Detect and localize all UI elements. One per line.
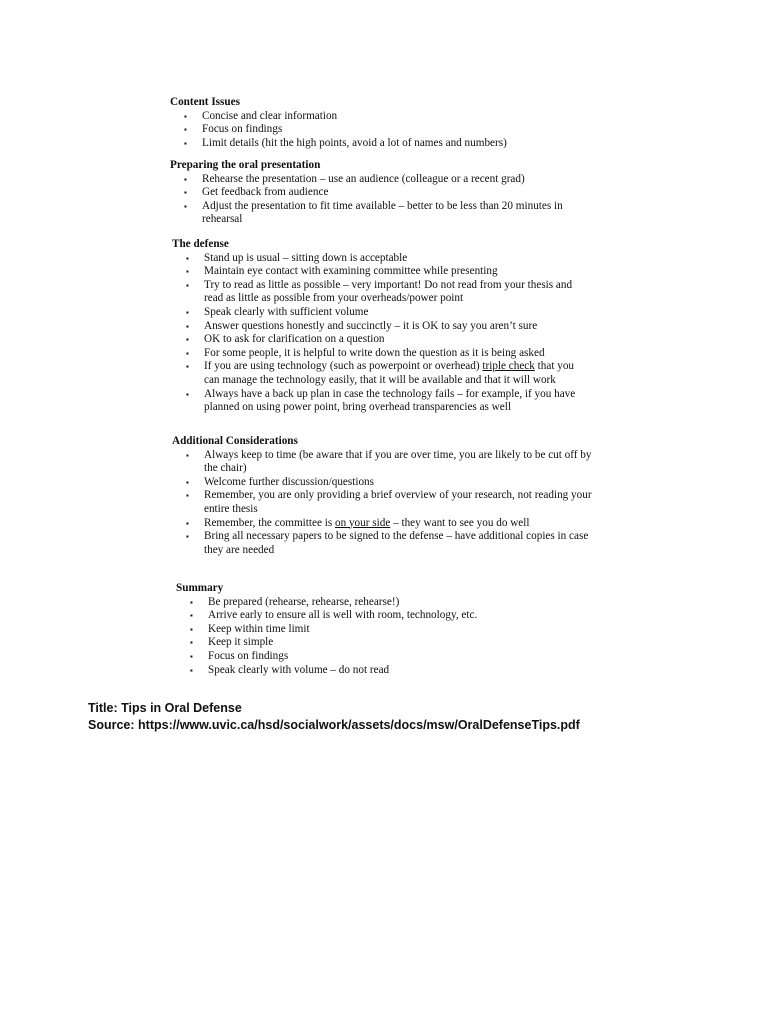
list-item-text: Keep it simple <box>208 636 274 649</box>
section-heading: Summary <box>176 582 224 594</box>
list-item <box>170 110 590 124</box>
bullet-square-icon: ▪ <box>186 477 189 487</box>
bullet-square-icon: ▪ <box>190 611 193 621</box>
bullet-square-icon: ▪ <box>190 651 193 661</box>
list-item <box>172 333 592 347</box>
list-item-text: Focus on findings <box>208 649 289 662</box>
caption-title-value: Tips in Oral Defense <box>121 701 242 715</box>
list-item <box>170 123 590 137</box>
list-item-text: Remember, you are only providing a brief overview of your research, not reading your entire thesis <box>204 489 592 515</box>
list-item-text: Welcome further discussion/questions <box>204 475 374 488</box>
list-item <box>172 517 592 531</box>
list-item <box>172 252 592 266</box>
list-item-text: Speak clearly with volume – do not read <box>208 663 390 676</box>
list-item-text: Maintain eye contact with examining committee while presenting <box>204 265 498 278</box>
caption-source-url: https://www.uvic.ca/hsd/socialwork/assets/docs/msw/OralDefenseTips.pdf <box>138 718 580 732</box>
list-item-text: Stand up is usual – sitting down is acceptable <box>204 251 408 264</box>
list-item-text: Always have a back up plan in case the technology fails – for example, if you have planned on using power point, bring overhead transparencies as well <box>204 387 576 414</box>
caption-source-label: Source: <box>88 718 135 732</box>
bullet-square-icon: ▪ <box>186 389 189 399</box>
bullet-list <box>172 252 592 415</box>
caption-source <box>88 717 580 733</box>
list-item <box>172 347 592 361</box>
list-item <box>170 186 590 200</box>
bullet-list <box>170 173 590 227</box>
bullet-square-icon: ▪ <box>190 665 193 675</box>
list-item-text: OK to ask for clarification on a question <box>204 333 385 346</box>
bullet-square-icon: ▪ <box>184 111 187 121</box>
bullet-square-icon: ▪ <box>190 624 193 634</box>
bullet-square-icon: ▪ <box>184 201 187 211</box>
list-item-text: Concise and clear information <box>202 109 338 122</box>
list-item-text: Get feedback from audience <box>202 186 329 199</box>
list-item <box>176 636 596 650</box>
list-item <box>172 279 592 306</box>
list-item-text: Speak clearly with sufficient volume <box>204 305 369 318</box>
list-item <box>172 360 592 387</box>
bullet-square-icon: ▪ <box>184 174 187 184</box>
bullet-square-icon: ▪ <box>186 335 189 345</box>
section-heading: Preparing the oral presentation <box>170 159 321 171</box>
list-item-text: that you can manage the technology easily, that it will be available and that it will work <box>204 360 575 386</box>
list-item <box>170 200 590 227</box>
bullet-square-icon: ▪ <box>190 597 193 607</box>
caption-title <box>88 700 242 716</box>
list-item-text: Arrive early to ensure all is well with room, technology, etc. <box>208 609 478 622</box>
list-item <box>172 306 592 320</box>
bullet-square-icon: ▪ <box>186 532 189 542</box>
list-item-text: – they want to see you do well <box>390 516 530 529</box>
list-item <box>172 265 592 279</box>
list-item <box>170 173 590 187</box>
section-preparing <box>170 159 590 227</box>
list-item-text: Bring all necessary papers to be signed to the defense – have additional copies in case they are needed <box>204 530 589 556</box>
list-item-text: Limit details (hit the high points, avoid a lot of names and numbers) <box>202 136 507 149</box>
section-additional <box>172 435 592 557</box>
list-item <box>172 449 592 476</box>
list-item-text: Rehearse the presentation – use an audience (colleague or a recent grad) <box>202 172 525 185</box>
list-item-text: For some people, it is helpful to write down the question as it is being asked <box>204 346 545 359</box>
bullet-square-icon: ▪ <box>186 253 189 263</box>
list-item-text: Answer questions honestly and succinctly – it is OK to say you aren’t sure <box>204 319 538 332</box>
section-heading: Additional Considerations <box>172 435 298 447</box>
section-heading: Content Issues <box>170 96 240 108</box>
list-item <box>176 650 596 664</box>
list-item-text: Remember, the committee is <box>204 516 335 529</box>
list-item-text: If you are using technology (such as powerpoint or overhead) <box>204 360 483 373</box>
list-item <box>176 609 596 623</box>
bullet-square-icon: ▪ <box>186 348 189 358</box>
underlined-emphasis: on your side <box>334 516 391 529</box>
list-item-text: Always keep to time (be aware that if you are over time, you are likely to be cut off by the chair) <box>204 448 592 475</box>
list-item-text: Try to read as little as possible – very important! Do not read from your thesis and read as little as possible from your overheads/power point <box>204 278 573 305</box>
list-item <box>172 388 592 415</box>
section-content-issues <box>170 96 590 150</box>
underlined-emphasis: triple check <box>482 360 535 373</box>
list-item <box>176 664 596 678</box>
bullet-square-icon: ▪ <box>186 362 189 372</box>
bullet-square-icon: ▪ <box>186 280 189 290</box>
bullet-square-icon: ▪ <box>184 138 187 148</box>
list-item <box>172 530 592 557</box>
list-item <box>176 623 596 637</box>
bullet-square-icon: ▪ <box>190 638 193 648</box>
bullet-list <box>172 449 592 558</box>
bullet-square-icon: ▪ <box>184 188 187 198</box>
list-item-text: Keep within time limit <box>208 622 310 635</box>
list-item <box>172 489 592 516</box>
bullet-square-icon: ▪ <box>186 307 189 317</box>
section-heading: The defense <box>172 238 229 250</box>
caption-title-label: Title: <box>88 701 118 715</box>
list-item <box>172 476 592 490</box>
bullet-list <box>176 596 596 678</box>
bullet-square-icon: ▪ <box>186 491 189 501</box>
bullet-square-icon: ▪ <box>184 125 187 135</box>
list-item-text: Adjust the presentation to fit time available – better to be less than 20 minutes in rehearsal <box>202 199 563 226</box>
list-item <box>176 596 596 610</box>
list-item <box>172 320 592 334</box>
bullet-square-icon: ▪ <box>186 267 189 277</box>
list-item-text: Focus on findings <box>202 123 283 136</box>
bullet-square-icon: ▪ <box>186 518 189 528</box>
bullet-list <box>170 110 590 151</box>
list-item-text: Be prepared (rehearse, rehearse, rehearse!) <box>208 595 400 608</box>
bullet-square-icon: ▪ <box>186 321 189 331</box>
section-summary <box>176 582 596 677</box>
section-defense <box>172 238 592 415</box>
list-item <box>170 137 590 151</box>
bullet-square-icon: ▪ <box>186 450 189 460</box>
